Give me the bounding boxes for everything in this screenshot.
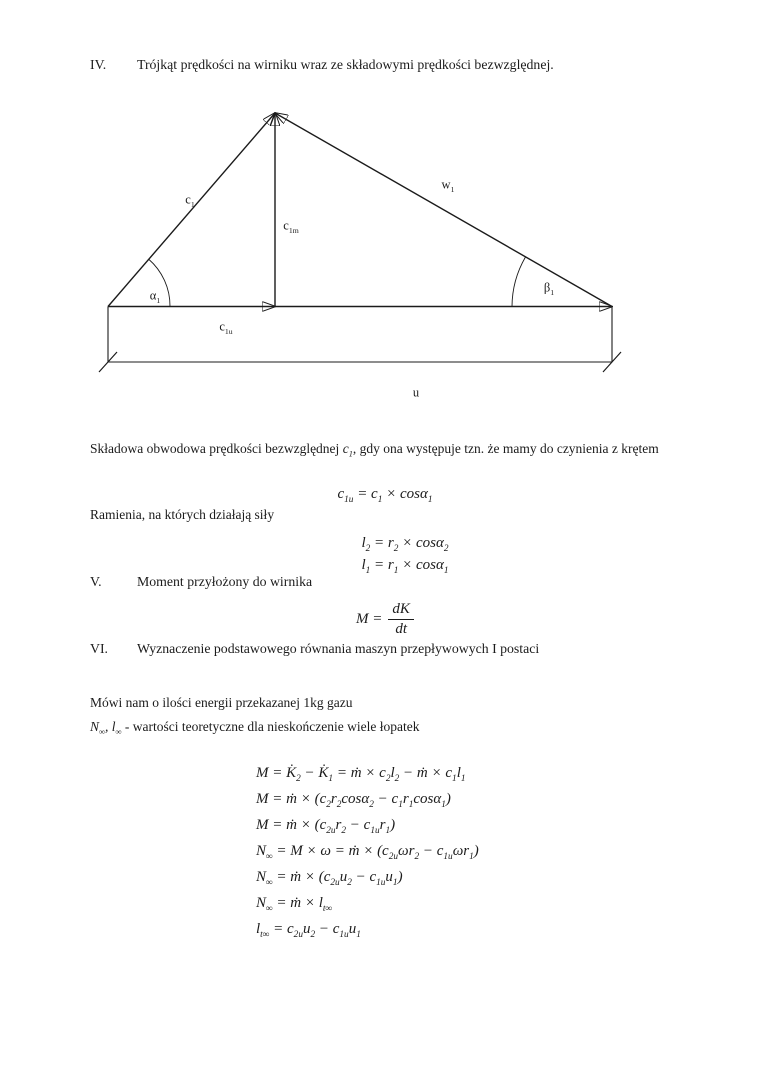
label-alpha1: $\alpha_1$ — [149, 288, 161, 305]
vector-c1-line — [108, 113, 275, 307]
note-infinity — [90, 716, 419, 738]
fraction-numerator: dK — [392, 601, 410, 617]
section-heading-v — [90, 574, 312, 590]
section-heading-vi — [90, 641, 539, 657]
paragraph-kret-before: Składowa obwodowa prędkości bezwzględnej — [90, 441, 343, 456]
label-c1: $c_1$ — [185, 192, 195, 209]
label-beta1: $\beta_1$ — [543, 280, 555, 297]
equation-block-line: $l_{t\infty} = c_{2u}u_2 - c_{1u}u_1$ — [256, 921, 361, 940]
velocity-triangle-diagram — [0, 0, 760, 430]
paragraph-kret-after: , gdy ona występuje tzn. że mamy do czynienia z krętem — [352, 441, 659, 456]
equation-block-line: $N_\infty$ = ṁ × $(c_{2u}u_2 - c_{1u}u_1)$ — [256, 869, 403, 888]
paragraph-energy: Mówi nam o ilości energii przekazanej 1kg gazu — [90, 695, 353, 710]
equations-lever — [110, 532, 700, 576]
section-title: Wyznaczenie podstawowego równania maszyn przepływowych I postaci — [137, 641, 540, 656]
equation-block-line: M = ṁ × $(c_2r_2\cos\alpha_2 - c_1r_1\cos\alpha_1)$ — [256, 791, 451, 810]
section-number: VI. — [90, 641, 109, 656]
equation-block-line: $N_\infty$ = ṁ × $l_{t\infty}$ — [256, 895, 333, 914]
label-u: u — [412, 385, 420, 400]
label-c1u: $c_{1u}$ — [219, 319, 233, 336]
equation-moment — [90, 601, 680, 638]
section-number: V. — [90, 574, 102, 589]
paragraph-kret — [90, 438, 670, 460]
equation-moment-fraction — [388, 601, 414, 638]
section-title: Moment przyłożony do wirnika — [137, 574, 313, 589]
equation-moment-lhs: M = — [356, 611, 383, 627]
paragraph-kret-math: $c_1$ — [342, 441, 353, 459]
equation-c1u: $c_{1u} = c_1 \times \cos\alpha_1$ — [337, 486, 433, 505]
fraction-denominator: dt — [388, 619, 414, 638]
label-c1m: $c_{1m}$ — [283, 218, 299, 235]
equation-block — [256, 760, 479, 942]
section-number: IV. — [90, 57, 107, 72]
equation-l1: $l_1 = r_1 \times \cos\alpha_1$ — [361, 557, 449, 576]
beta1-angle-arc — [512, 257, 525, 306]
label-w1: $w_1$ — [441, 177, 455, 194]
equation-block-line: $N_\infty = M \times \omega$ = ṁ × $(c_{2u}\omega r_2 - c_{1u}\omega r_1)$ — [256, 843, 479, 862]
vector-w1-line — [275, 113, 612, 307]
note-infinity-text: - wartości teoretyczne dla nieskończenie wiele łopatek — [121, 719, 420, 734]
paragraph-ramiona: Ramienia, na których działają siły — [90, 507, 275, 522]
note-infinity-math: $N_\infty$, $l_\infty$ — [90, 719, 122, 737]
equation-block-line: M = ṁ × $(c_{2u}r_2 - c_{1u}r_1)$ — [256, 817, 396, 836]
equation-block-line: $M = K̇_2$ − $K̇_1$ = ṁ × $c_2l_2$ − ṁ × $c_1l_1$ — [256, 765, 466, 784]
equation-l2: $l_2 = r_2 \times \cos\alpha_2$ — [361, 535, 449, 554]
section-title: Trójkąt prędkości na wirniku wraz ze składowymi prędkości bezwzględnej. — [137, 57, 554, 72]
